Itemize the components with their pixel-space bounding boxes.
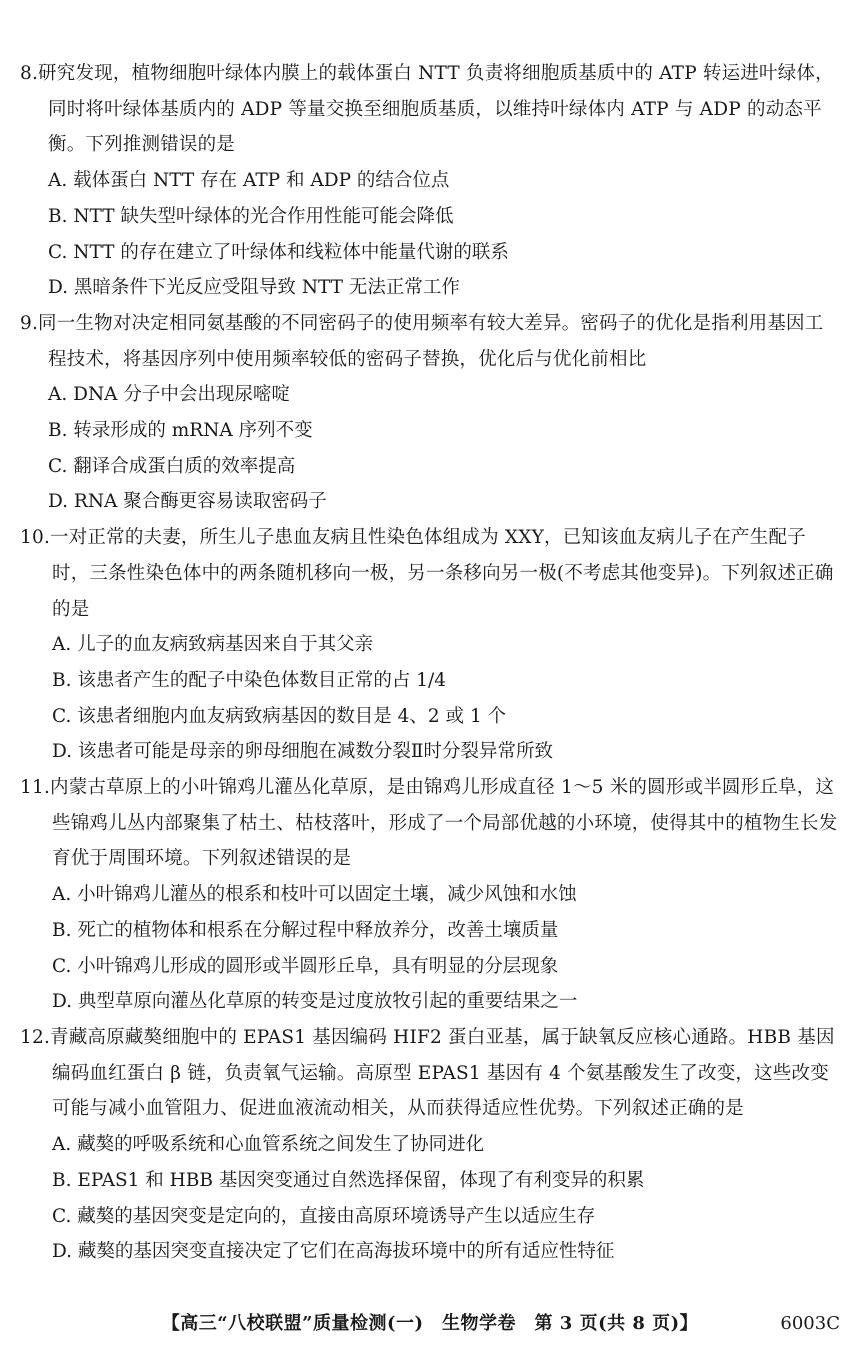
option-d: D. RNA 聚合酶更容易读取密码子 — [48, 491, 327, 513]
option-b: B. EPAS1 和 HBB 基因突变通过自然选择保留，体现了有利变异的积累 — [52, 1169, 645, 1191]
question-10 — [20, 520, 840, 770]
option-a: A. 载体蛋白 NTT 存在 ATP 和 ADP 的结合位点 — [48, 170, 450, 192]
footer-title: 【高三“八校联盟”质量检测(一) 生物学卷 第 3 页(共 8 页)】 — [161, 1313, 699, 1334]
option-c: C. 小叶锦鸡儿形成的圆形或半圆形丘阜，具有明显的分层现象 — [52, 955, 559, 977]
option-d: D. 黑暗条件下光反应受阻导致 NTT 无法正常工作 — [48, 277, 460, 299]
page-footer — [0, 1308, 860, 1340]
question-stem: 9.同一生物对决定相同氨基酸的不同密码子的使用频率有较大差异。密码子的优化是指利用基因工程技术，将基因序列中使用频率较低的密码子替换，优化后与优化前相比 — [20, 312, 824, 370]
question-stem: 12.青藏高原藏獒细胞中的 EPAS1 基因编码 HIF2 蛋白亚基，属于缺氧反应核心通路。HBB 基因编码血红蛋白 β 链，负责氧气运输。高原型 EPAS1 基因有 4 个氨基酸发生了改变，这些改变可能与减小血管阻力、促进血液流动相关，从而获得适应性优势。下列叙述正确的是 — [20, 1026, 835, 1120]
option-c: C. 该患者细胞内血友病致病基因的数目是 4、2 或 1 个 — [52, 705, 507, 727]
option-a: A. 小叶锦鸡儿灌丛的根系和枝叶可以固定土壤，减少风蚀和水蚀 — [52, 884, 577, 906]
option-c: C. 翻译合成蛋白质的效率提高 — [48, 455, 296, 477]
option-d: D. 藏獒的基因突变直接决定了它们在高海拔环境中的所有适应性特征 — [52, 1241, 615, 1263]
option-c: C. 藏獒的基因突变是定向的，直接由高原环境诱导产生以适应生存 — [52, 1205, 596, 1227]
question-9 — [20, 306, 840, 520]
option-b: B. 该患者产生的配子中染色体数目正常的占 1/4 — [52, 669, 447, 691]
option-c: C. NTT 的存在建立了叶绿体和线粒体中能量代谢的联系 — [48, 241, 509, 263]
option-b: B. 死亡的植物体和根系在分解过程中释放养分，改善土壤质量 — [52, 919, 559, 941]
question-11 — [20, 770, 840, 1020]
question-12 — [20, 1020, 840, 1270]
paper-code: 6003C — [780, 1313, 840, 1334]
option-a: A. 藏獒的呼吸系统和心血管系统之间发生了协同进化 — [52, 1134, 485, 1156]
question-stem: 10.一对正常的夫妻，所生儿子患血友病且性染色体组成为 XXY，已知该血友病儿子在产生配子时，三条性染色体中的两条随机移向一极，另一条移向另一极(不考虑其他变异)。下列叙述正确的是 — [20, 527, 834, 620]
option-a: A. DNA 分子中会出现尿嘧啶 — [48, 384, 290, 406]
question-8 — [20, 56, 840, 306]
option-b: B. NTT 缺失型叶绿体的光合作用性能可能会降低 — [48, 205, 454, 227]
question-stem: 11.内蒙古草原上的小叶锦鸡儿灌丛化草原，是由锦鸡儿形成直径 1～5 米的圆形或半圆形丘阜，这些锦鸡儿丛内部聚集了枯土、枯枝落叶，形成了一个局部优越的小环境，使得其中的植物生长发育优于周围环境。下列叙述错误的是 — [20, 777, 838, 870]
option-d: D. 该患者可能是母亲的卵母细胞在减数分裂Ⅱ时分裂异常所致 — [52, 741, 554, 763]
question-stem: 8.研究发现，植物细胞叶绿体内膜上的载体蛋白 NTT 负责将细胞质基质中的 ATP 转运进叶绿体，同时将叶绿体基质内的 ADP 等量交换至细胞质基质，以维持叶绿体内 ATP 与 ADP 的动态平衡。下列推测错误的是 — [20, 63, 834, 156]
option-a: A. 儿子的血友病致病基因来自于其父亲 — [52, 634, 374, 656]
option-b: B. 转录形成的 mRNA 序列不变 — [48, 420, 313, 442]
option-d: D. 典型草原向灌丛化草原的转变是过度放牧引起的重要结果之一 — [52, 991, 578, 1013]
